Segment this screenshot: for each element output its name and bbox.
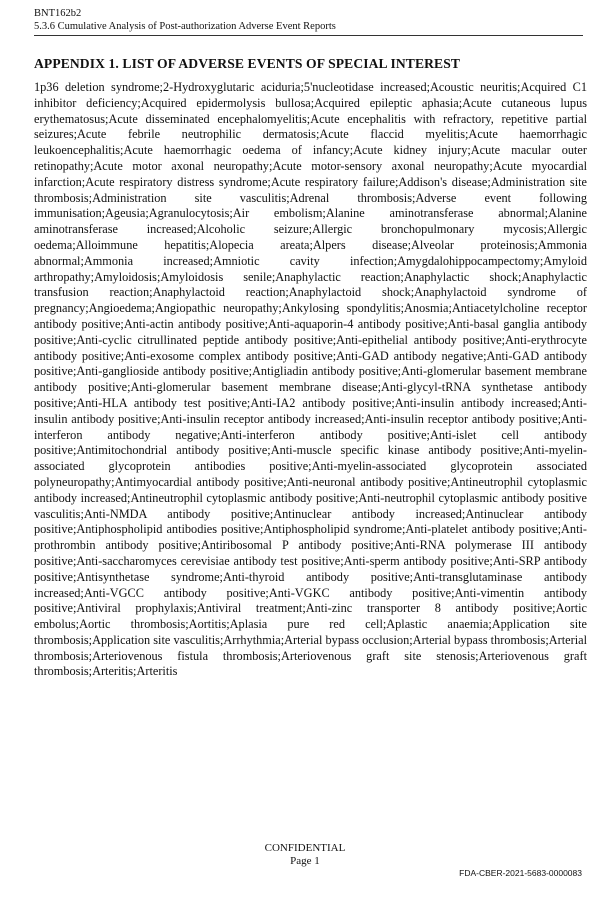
- document-id: FDA-CBER-2021-5683-0000083: [459, 868, 582, 878]
- header-product: BNT162b2: [34, 8, 82, 19]
- appendix-title: APPENDIX 1. LIST OF ADVERSE EVENTS OF SPECIAL INTEREST: [34, 56, 461, 71]
- confidential-label: CONFIDENTIAL: [264, 842, 346, 854]
- page-footer: [0, 842, 610, 868]
- adverse-events-list: 1p36 deletion syndrome;2-Hydroxyglutaric aciduria;5'nucleotidase increased;Acoustic neuritis;Acquired C1 inhibitor deficiency;Acquired epidermolysis bullosa;Acquired epileptic aphasia;Acute cutaneous lupus erythematosus;Acute disseminated encephalomyelitis;Acute encephalitis with refractory, repetitive partial seizures;Acute febrile neutrophilic dermatosis;Acute flaccid myelitis;Acute haemorrhagic leukoencephalitis;Acute haemorrhagic oedema of infancy;Acute kidney injury;Acute macular outer retinopathy;Acute motor axonal neuropathy;Acute motor-sensory axonal neuropathy;Acute myocardial infarction;Acute respiratory distress syndrome;Acute respiratory failure;Addison's disease;Administration site thrombosis;Administration site vasculitis;Adrenal thrombosis;Adverse event following immunisation;Ageusia;Agranulocytosis;Air embolism;Alanine aminotransferase abnormal;Alanine aminotransferase increased;Alcoholic seizure;Allergic bronchopulmonary mycosis;Allergic oedema;Alloimmune hepatitis;Alopecia areata;Alpers disease;Alveolar proteinosis;Ammonia abnormal;Ammonia increased;Amniotic cavity infection;Amygdalohippocampectomy;Amyloid arthropathy;Amyloidosis;Amyloidosis senile;Anaphylactic reaction;Anaphylactic shock;Anaphylactic transfusion reaction;Anaphylactoid reaction;Anaphylactoid shock;Anaphylactoid syndrome of pregnancy;Angioedema;Angiopathic neuropathy;Ankylosing spondylitis;Anosmia;Antiacetylcholine receptor antibody positive;Anti-actin antibody positive;Anti-aquaporin-4 antibody positive;Anti-basal ganglia antibody positive;Anti-cyclic citrullinated peptide antibody positive;Anti-epithelial antibody positive;Anti-erythrocyte antibody positive;Anti-exosome complex antibody positive;Anti-GAD antibody negative;Anti-GAD antibody positive;Anti-ganglioside antibody positive;Antigliadin antibody positive;Anti-glomerular basement membrane antibody positive;Anti-glomerular basement membrane disease;Anti-glycyl-tRNA synthetase antibody positive;Anti-HLA antibody test positive;Anti-IA2 antibody positive;Anti-insulin antibody increased;Anti-insulin antibody positive;Anti-insulin receptor antibody increased;Anti-insulin receptor antibody positive;Anti-interferon antibody negative;Anti-interferon antibody positive;Anti-islet cell antibody positive;Antimitochondrial antibody positive;Anti-muscle specific kinase antibody positive;Anti-myelin-associated glycoprotein antibodies positive;Anti-myelin-associated glycoprotein associated polyneuropathy;Antimyocardial antibody positive;Anti-neuronal antibody positive;Antineutrophil cytoplasmic antibody increased;Antineutrophil cytoplasmic antibody positive;Anti-neutrophil cytoplasmic antibody positive vasculitis;Anti-NMDA antibody positive;Antinuclear antibody increased;Antinuclear antibody positive;Antiphospholipid antibodies positive;Antiphospholipid syndrome;Anti-platelet antibody positive;Anti-prothrombin antibody positive;Antiribosomal P antibody positive;Anti-RNA polymerase III antibody positive;Anti-saccharomyces cerevisiae antibody test positive;Anti-sperm antibody positive;Anti-SRP antibody positive;Antisynthetase syndrome;Anti-thyroid antibody positive;Anti-transglutaminase antibody increased;Anti-VGCC antibody positive;Anti-VGKC antibody positive;Anti-vimentin antibody positive;Antiviral prophylaxis;Antiviral treatment;Anti-zinc transporter 8 antibody positive;Aortic embolus;Aortic thrombosis;Aortitis;Aplasia pure red cell;Aplastic anaemia;Application site thrombosis;Application site vasculitis;Arrhythmia;Arterial bypass occlusion;Arterial bypass thrombosis;Arterial thrombosis;Arteriovenous fistula thrombosis;Arteriovenous graft site stenosis;Arteriovenous graft thrombosis;Arteritis;Arteritis: [34, 80, 587, 679]
- running-header: [34, 8, 583, 36]
- page-number: Page 1: [290, 855, 320, 867]
- header-section: 5.3.6 Cumulative Analysis of Post-authorization Adverse Event Reports: [34, 20, 336, 32]
